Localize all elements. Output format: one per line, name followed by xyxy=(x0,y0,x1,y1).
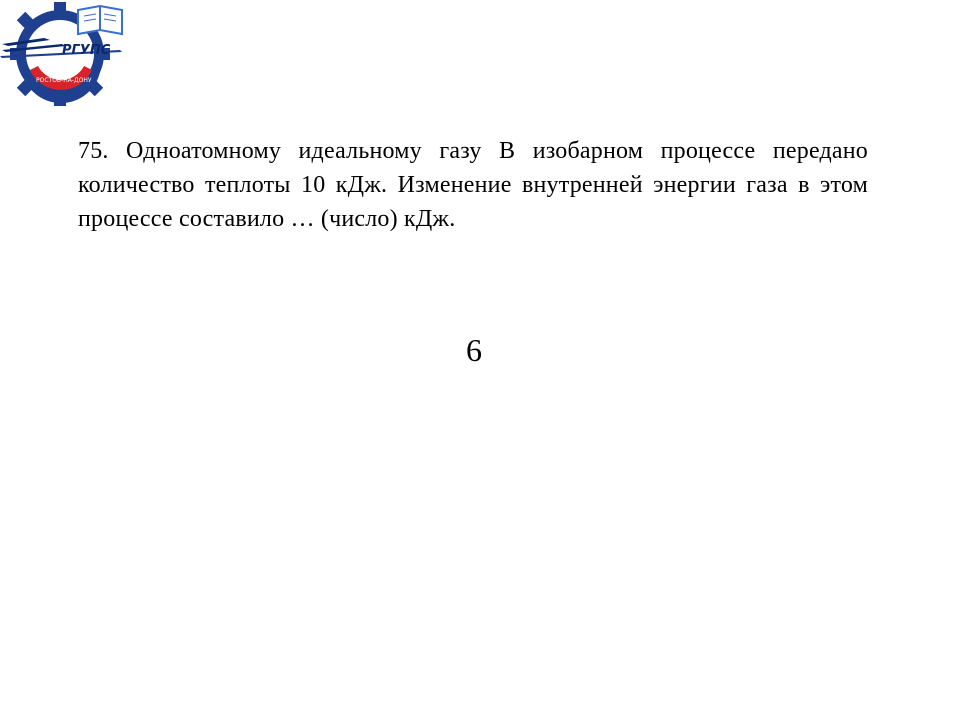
logo-letter: U xyxy=(44,27,54,41)
logo-label: РГУПС xyxy=(62,43,111,58)
question-text: 75. Одноатомному идеальному газу В изобарном процессе передано количество теплоты 10 кДж. Изменение внутренней энергии газа в этом процессе составило … (число) кДж. xyxy=(78,138,868,232)
university-emblem-icon xyxy=(0,0,140,108)
university-logo xyxy=(0,0,140,108)
answer-value: 6 xyxy=(466,332,482,368)
logo-ring-text: РОСТОВ-НА-ДОНУ xyxy=(36,77,92,84)
